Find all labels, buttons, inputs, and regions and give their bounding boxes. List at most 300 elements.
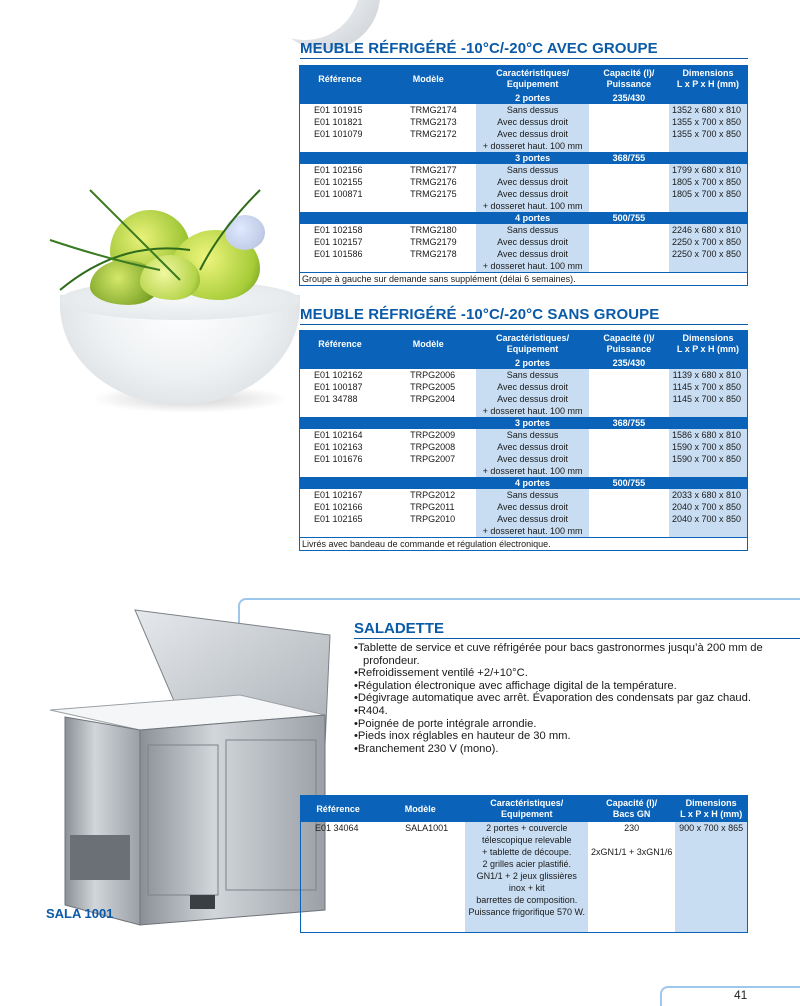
capacity-cell: [588, 834, 675, 846]
characteristics-cell: 2 portes + couvercle: [465, 822, 588, 834]
model-cell: [380, 260, 476, 273]
table-row: [300, 441, 748, 453]
model-cell: [375, 834, 465, 846]
table-row: [300, 393, 748, 405]
column-header-line: L x P x H (mm): [676, 344, 740, 354]
dimensions-cell: 1352 x 680 x 810: [669, 104, 748, 116]
dimensions-cell: 1139 x 680 x 810: [669, 369, 748, 381]
dimensions-cell: 1145 x 700 x 850: [669, 381, 748, 393]
table-row: [301, 858, 748, 870]
column-header-line: Capacité (l)/: [603, 333, 655, 343]
model-cell: [375, 906, 465, 918]
column-header: [300, 331, 381, 358]
model-cell: TRMG2172: [410, 129, 457, 139]
column-header-line: Modèle: [412, 73, 444, 84]
dimensions-cell: [669, 260, 748, 273]
capacity-cell: [589, 224, 669, 236]
table-row: [300, 260, 748, 273]
reference-cell: E01 101821: [314, 117, 363, 127]
reference-cell: [301, 894, 376, 906]
group-capacity: 500/755: [589, 477, 669, 489]
dimensions-cell: [675, 858, 747, 870]
column-header-line: Capacité (l)/: [603, 68, 655, 78]
group-header-row: [300, 477, 748, 489]
characteristics-cell: Avec dessus droit: [476, 116, 588, 128]
reference-cell: E01 102156: [314, 165, 363, 175]
column-header-line: Puissance: [606, 79, 652, 89]
dimensions-cell: [675, 834, 747, 846]
feature-item: • Pieds inox réglables en hauteur de 30 mm.: [354, 730, 774, 743]
model-cell: TRPG2005: [410, 382, 456, 392]
reference-cell: E01 102158: [314, 225, 363, 235]
padding-cell: [588, 918, 675, 932]
table-row: [300, 224, 748, 236]
spec-table-avec-groupe: [299, 65, 748, 286]
table-note: Livrés avec bandeau de commande et régulation électronique.: [300, 538, 748, 551]
characteristics-cell: Sans dessus: [476, 369, 588, 381]
capacity-cell: [589, 441, 669, 453]
column-header: [380, 66, 476, 93]
group-cell-empty: [669, 92, 748, 104]
reference-cell: E01 100187: [314, 382, 363, 392]
capacity-cell: [589, 188, 669, 200]
group-label: 4 portes: [476, 477, 588, 489]
table-row: [300, 104, 748, 116]
column-header: [476, 66, 588, 93]
column-header-line: Equipement: [506, 344, 559, 354]
characteristics-cell: Avec dessus droit: [476, 176, 588, 188]
feature-item: • Branchement 230 V (mono).: [354, 743, 774, 756]
table-row: [300, 248, 748, 260]
group-cell-empty: [300, 417, 381, 429]
section-title-rule: [300, 58, 748, 59]
characteristics-cell: Avec dessus droit: [476, 513, 588, 525]
dimensions-cell: 2033 x 680 x 810: [669, 489, 748, 501]
reference-cell: E01 101915: [314, 105, 363, 115]
column-header-line: Dimensions: [682, 68, 734, 78]
group-capacity: 368/755: [589, 417, 669, 429]
group-cell-empty: [300, 92, 381, 104]
dimensions-cell: 1586 x 680 x 810: [669, 429, 748, 441]
table-row: [300, 489, 748, 501]
column-header: [589, 331, 669, 358]
spec-table-saladette: [300, 795, 748, 933]
model-cell: TRPG2008: [410, 442, 456, 452]
column-header-line: Caractéristiques/: [496, 68, 570, 78]
dimensions-cell: [669, 465, 748, 477]
column-header-line: Modèle: [404, 803, 436, 814]
table-row: [301, 882, 748, 894]
column-header-line: Capacité (l)/: [606, 798, 658, 808]
dimensions-cell: 2040 x 700 x 850: [669, 501, 748, 513]
model-cell: TRPG2010: [410, 514, 456, 524]
reference-cell: E01 34064: [315, 823, 359, 833]
page-number: 41: [734, 988, 748, 1002]
group-label: 2 portes: [476, 92, 588, 104]
column-header: [300, 66, 381, 93]
column-header-line: L x P x H (mm): [676, 79, 740, 89]
capacity-cell: [589, 248, 669, 260]
table-row: [300, 525, 748, 538]
group-cell-empty: [669, 152, 748, 164]
group-label: 4 portes: [476, 212, 588, 224]
capacity-cell: [589, 501, 669, 513]
group-cell-empty: [380, 212, 476, 224]
group-cell-empty: [380, 477, 476, 489]
characteristics-cell: inox + kit: [465, 882, 588, 894]
table-row: [300, 369, 748, 381]
group-header-row: [300, 212, 748, 224]
reference-cell: [301, 882, 376, 894]
capacity-cell: 2xGN1/1 + 3xGN1/6: [591, 847, 673, 857]
characteristics-cell: barrettes de composition.: [465, 894, 588, 906]
dimensions-cell: 2246 x 680 x 810: [669, 224, 748, 236]
dimensions-cell: 900 x 700 x 865: [675, 822, 747, 834]
padding-cell: [301, 918, 376, 932]
characteristics-cell: + dosseret haut. 100 mm: [476, 140, 588, 152]
reference-cell: E01 102163: [314, 442, 363, 452]
dimensions-cell: [675, 906, 747, 918]
model-cell: TRMG2174: [410, 105, 457, 115]
reference-cell: [301, 858, 376, 870]
feature-item: • R404.: [354, 705, 774, 718]
table-row: [300, 453, 748, 465]
column-header-line: Référence: [316, 803, 360, 814]
capacity-cell: [588, 882, 675, 894]
dimensions-cell: [675, 846, 747, 858]
capacity-cell: [589, 104, 669, 116]
reference-cell: [300, 260, 381, 273]
reference-cell: [301, 870, 376, 882]
column-header-line: Equipement: [506, 79, 559, 89]
capacity-cell: [589, 236, 669, 248]
characteristics-cell: Sans dessus: [476, 489, 588, 501]
column-header: [465, 796, 588, 823]
column-header-line: Modèle: [412, 338, 444, 349]
column-header: [588, 796, 675, 823]
characteristics-cell: + dosseret haut. 100 mm: [476, 200, 588, 212]
characteristics-cell: Avec dessus droit: [476, 393, 588, 405]
dimensions-cell: 1805 x 700 x 850: [669, 176, 748, 188]
model-cell: TRPG2009: [410, 430, 456, 440]
column-header-line: Référence: [318, 73, 362, 84]
capacity-cell: [589, 489, 669, 501]
capacity-cell: [589, 140, 669, 152]
dimensions-cell: [669, 200, 748, 212]
column-header-line: L x P x H (mm): [680, 809, 743, 819]
group-cell-empty: [300, 477, 381, 489]
model-cell: TRMG2173: [410, 117, 457, 127]
group-cell-empty: [380, 357, 476, 369]
group-capacity: 500/755: [589, 212, 669, 224]
capacity-cell: [589, 260, 669, 273]
model-cell: [375, 870, 465, 882]
group-cell-empty: [380, 92, 476, 104]
feature-item: • Refroidissement ventilé +2/+10°C.: [354, 667, 774, 680]
column-header-line: Equipement: [500, 809, 553, 819]
capacity-cell: [589, 116, 669, 128]
model-cell: [380, 465, 476, 477]
section-title-avec-groupe: MEUBLE RÉFRIGÉRÉ -10°C/-20°C AVEC GROUPE: [300, 40, 658, 57]
characteristics-cell: Sans dessus: [476, 164, 588, 176]
dimensions-cell: 2250 x 700 x 850: [669, 248, 748, 260]
reference-cell: [300, 465, 381, 477]
table-note-row: [300, 538, 748, 551]
table-row: [301, 894, 748, 906]
reference-cell: E01 101676: [314, 454, 363, 464]
feature-item: • Dégivrage automatique avec arrêt. Évaporation des condensats par gaz chaud.: [354, 692, 774, 705]
characteristics-cell: Avec dessus droit: [476, 501, 588, 513]
group-label: 3 portes: [476, 417, 588, 429]
table-row: [300, 236, 748, 248]
table-row: [300, 128, 748, 140]
model-cell: [375, 846, 465, 858]
model-cell: [380, 525, 476, 538]
group-header-row: [300, 152, 748, 164]
reference-cell: [301, 846, 376, 858]
model-cell: [380, 200, 476, 212]
model-cell: TRPG2007: [410, 454, 456, 464]
table-note: Groupe à gauche sur demande sans supplément (délai 6 semaines).: [300, 273, 748, 286]
group-header-row: [300, 417, 748, 429]
dimensions-cell: [675, 870, 747, 882]
column-header: [669, 66, 748, 93]
table-row: [301, 834, 748, 846]
group-capacity: 235/430: [589, 357, 669, 369]
table-row: [300, 116, 748, 128]
characteristics-cell: Sans dessus: [476, 104, 588, 116]
column-header: [589, 66, 669, 93]
model-cell: TRPG2012: [410, 490, 456, 500]
capacity-cell: [589, 176, 669, 188]
table-row: [300, 465, 748, 477]
capacity-cell: [589, 465, 669, 477]
capacity-cell: [588, 894, 675, 906]
column-header: [675, 796, 747, 823]
dimensions-cell: [675, 882, 747, 894]
capacity-cell: [589, 525, 669, 538]
table-row: [301, 846, 748, 858]
reference-cell: E01 102164: [314, 430, 363, 440]
table-row: [300, 188, 748, 200]
capacity-cell: [588, 858, 675, 870]
column-header-line: Caractéristiques/: [490, 798, 564, 808]
reference-cell: [301, 834, 376, 846]
model-cell: TRMG2179: [410, 237, 457, 247]
table-header-row: [300, 331, 748, 358]
table-row: [301, 822, 748, 834]
section-title-rule: [354, 638, 800, 639]
dimensions-cell: 1799 x 680 x 810: [669, 164, 748, 176]
table-row-padding: [301, 918, 748, 932]
dimensions-cell: 1355 x 700 x 850: [669, 128, 748, 140]
padding-cell: [675, 918, 747, 932]
table-row: [300, 513, 748, 525]
capacity-cell: [589, 453, 669, 465]
model-cell: TRPG2004: [410, 394, 456, 404]
table-row: [300, 501, 748, 513]
model-cell: TRMG2175: [410, 189, 457, 199]
reference-cell: E01 101586: [314, 249, 363, 259]
reference-cell: E01 102155: [314, 177, 363, 187]
feature-item: • Poignée de porte intégrale arrondie.: [354, 718, 774, 731]
feature-list: [354, 642, 774, 755]
table-row: [300, 164, 748, 176]
characteristics-cell: GN1/1 + 2 jeux glissières: [465, 870, 588, 882]
capacity-cell: [589, 513, 669, 525]
group-cell-empty: [669, 357, 748, 369]
model-cell: [380, 140, 476, 152]
characteristics-cell: Avec dessus droit: [476, 441, 588, 453]
chive-stems-icon: [30, 180, 290, 380]
model-cell: TRMG2177: [410, 165, 457, 175]
capacity-cell: [589, 128, 669, 140]
group-cell-empty: [300, 357, 381, 369]
model-cell: SALA1001: [405, 823, 449, 833]
padding-cell: [465, 918, 588, 932]
characteristics-cell: + dosseret haut. 100 mm: [476, 405, 588, 417]
reference-cell: [300, 140, 381, 152]
characteristics-cell: + tablette de découpe.: [465, 846, 588, 858]
table-row: [300, 140, 748, 152]
table-row: [300, 429, 748, 441]
feature-item: • Régulation électronique avec affichage digital de la température.: [354, 680, 774, 693]
column-header-line: Dimensions: [682, 333, 734, 343]
capacity-cell: [589, 369, 669, 381]
column-header-line: Référence: [318, 338, 362, 349]
section-title-rule: [300, 324, 748, 325]
model-cell: [375, 858, 465, 870]
table-row: [300, 176, 748, 188]
column-header: [380, 331, 476, 358]
table-header-row: [300, 66, 748, 93]
group-header-row: [300, 357, 748, 369]
characteristics-cell: Sans dessus: [476, 224, 588, 236]
characteristics-cell: + dosseret haut. 100 mm: [476, 260, 588, 273]
section-title-sans-groupe: MEUBLE RÉFRIGÉRÉ -10°C/-20°C SANS GROUPE: [300, 306, 660, 323]
salad-bowl-image: [30, 180, 290, 440]
model-cell: [380, 405, 476, 417]
model-cell: TRMG2178: [410, 249, 457, 259]
characteristics-cell: Avec dessus droit: [476, 381, 588, 393]
dimensions-cell: [669, 405, 748, 417]
group-cell-empty: [669, 477, 748, 489]
reference-cell: [300, 525, 381, 538]
reference-cell: [300, 200, 381, 212]
characteristics-cell: Avec dessus droit: [476, 128, 588, 140]
reference-cell: E01 102167: [314, 490, 363, 500]
reference-cell: E01 34788: [314, 394, 358, 404]
reference-cell: [301, 906, 376, 918]
characteristics-cell: Avec dessus droit: [476, 188, 588, 200]
model-cell: [375, 894, 465, 906]
dimensions-cell: 1145 x 700 x 850: [669, 393, 748, 405]
model-cell: TRPG2006: [410, 370, 456, 380]
model-cell: TRPG2011: [410, 502, 455, 512]
group-capacity: 368/755: [589, 152, 669, 164]
capacity-cell: [588, 906, 675, 918]
group-label: 2 portes: [476, 357, 588, 369]
table-row: [300, 381, 748, 393]
reference-cell: [300, 405, 381, 417]
group-cell-empty: [300, 152, 381, 164]
characteristics-cell: Puissance frigorifique 570 W.: [465, 906, 588, 918]
column-header-line: Bacs GN: [612, 809, 651, 819]
dimensions-cell: [669, 140, 748, 152]
dimensions-cell: 1805 x 700 x 850: [669, 188, 748, 200]
group-label: 3 portes: [476, 152, 588, 164]
capacity-cell: [589, 405, 669, 417]
reference-cell: E01 102166: [314, 502, 363, 512]
reference-cell: E01 101079: [314, 129, 363, 139]
dimensions-cell: 1590 x 700 x 850: [669, 441, 748, 453]
table-row: [300, 405, 748, 417]
product-caption: SALA 1001: [46, 906, 114, 921]
capacity-cell: [589, 200, 669, 212]
table-row: [300, 200, 748, 212]
characteristics-cell: Sans dessus: [476, 429, 588, 441]
capacity-cell: [589, 381, 669, 393]
characteristics-cell: 2 grilles acier plastifié.: [465, 858, 588, 870]
column-header: [375, 796, 465, 823]
characteristics-cell: Avec dessus droit: [476, 236, 588, 248]
dimensions-cell: 1355 x 700 x 850: [669, 116, 748, 128]
dimensions-cell: 1590 x 700 x 850: [669, 453, 748, 465]
dimensions-cell: [675, 894, 747, 906]
column-header: [301, 796, 376, 823]
group-cell-empty: [300, 212, 381, 224]
section-title-saladette: SALADETTE: [354, 620, 444, 637]
group-cell-empty: [380, 417, 476, 429]
capacity-cell: [589, 393, 669, 405]
characteristics-cell: + dosseret haut. 100 mm: [476, 525, 588, 538]
group-header-row: [300, 92, 748, 104]
table-row: [301, 870, 748, 882]
reference-cell: E01 100871: [314, 189, 363, 199]
table-row: [301, 906, 748, 918]
reference-cell: E01 102157: [314, 237, 363, 247]
capacity-cell: [589, 164, 669, 176]
column-header-line: Dimensions: [685, 798, 737, 808]
model-cell: TRMG2180: [410, 225, 457, 235]
capacity-cell: [588, 870, 675, 882]
dimensions-cell: 2040 x 700 x 850: [669, 513, 748, 525]
capacity-cell: [589, 429, 669, 441]
column-header: [476, 331, 588, 358]
group-cell-empty: [669, 417, 748, 429]
characteristics-cell: Avec dessus droit: [476, 248, 588, 260]
table-header-row: [301, 796, 748, 823]
spec-table-sans-groupe: [299, 330, 748, 551]
saladette-fridge-image: [40, 605, 340, 935]
page-number-frame: [660, 986, 800, 1006]
capacity-cell: 230: [624, 823, 640, 833]
characteristics-cell: + dosseret haut. 100 mm: [476, 465, 588, 477]
characteristics-cell: Avec dessus droit: [476, 453, 588, 465]
characteristics-cell: télescopique relevable: [465, 834, 588, 846]
dimensions-cell: [669, 525, 748, 538]
reference-cell: E01 102165: [314, 514, 363, 524]
column-header: [669, 331, 748, 358]
feature-item: • Tablette de service et cuve réfrigérée pour bacs gastronormes jusqu’à 200 mm de profondeur.: [354, 642, 774, 667]
padding-cell: [375, 918, 465, 932]
model-cell: TRMG2176: [410, 177, 457, 187]
group-cell-empty: [669, 212, 748, 224]
group-capacity: 235/430: [589, 92, 669, 104]
reference-cell: E01 102162: [314, 370, 363, 380]
model-cell: [375, 882, 465, 894]
column-header-line: Caractéristiques/: [496, 333, 570, 343]
